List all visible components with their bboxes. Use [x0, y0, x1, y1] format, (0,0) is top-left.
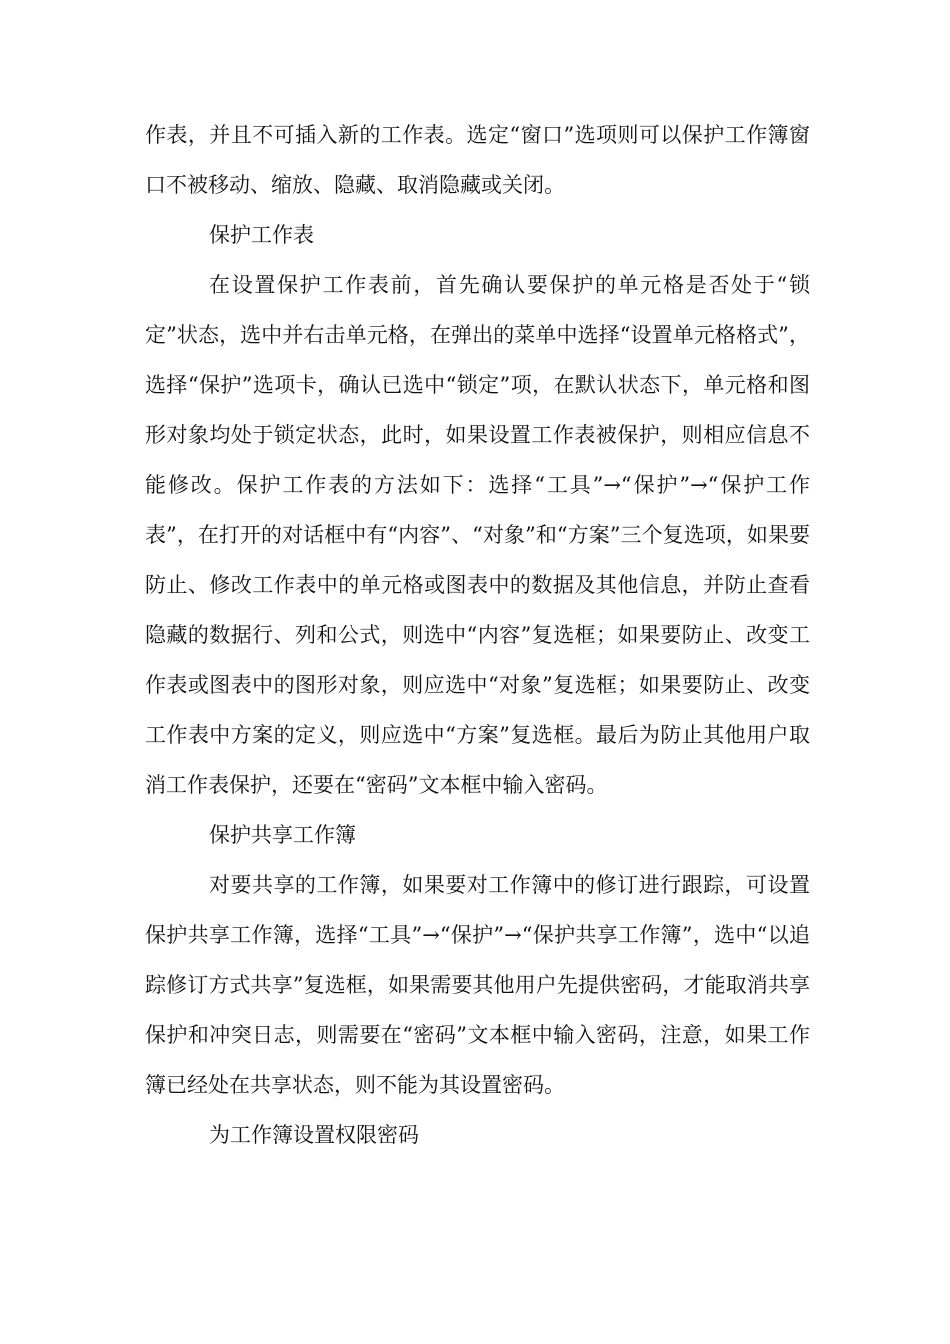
- paragraph-protect-shared-workbook: 对要共享的工作簿，如果要对工作簿中的修订进行跟踪，可设置保护共享工作簿，选择“工具”→“保护”→“保护共享工作簿”，选中“以追踪修订方式共享”复选框，如果需要其他用户先提供密码，才能取消共享保护和冲突日志，则需要在“密码”文本框中输入密码，注意，如果工作簿已经处在共享状态，则不能为其设置密码。: [145, 873, 810, 1097]
- section-heading-workbook-password: 为工作簿设置权限密码: [209, 1123, 419, 1147]
- section-heading-protect-worksheet: 保护工作表: [209, 223, 314, 247]
- section-heading-protect-shared-workbook: 保护共享工作簿: [209, 823, 356, 847]
- document-body: [145, 110, 810, 1160]
- paragraph-continuation: 作表，并且不可插入新的工作表。选定“窗口”选项则可以保护工作簿窗口不被移动、缩放、隐藏、取消隐藏或关闭。: [145, 123, 810, 197]
- paragraph-protect-worksheet: 在设置保护工作表前，首先确认要保护的单元格是否处于“锁定”状态，选中并右击单元格，在弹出的菜单中选择“设置单元格格式”，选择“保护”选项卡，确认已选中“锁定”项，在默认状态下，单元格和图形对象均处于锁定状态，此时，如果设置工作表被保护，则相应信息不能修改。保护工作表的方法如下：选择“工具”→“保护”→“保护工作表”，在打开的对话框中有“内容”、“对象”和“方案”三个复选项，如果要防止、修改工作表中的单元格或图表中的数据及其他信息，并防止查看隐藏的数据行、列和公式，则选中“内容”复选框；如果要防止、改变工作表或图表中的图形对象，则应选中“对象”复选框；如果要防止、改变工作表中方案的定义，则应选中“方案”复选框。最后为防止其他用户取消工作表保护，还要在“密码”文本框中输入密码。: [145, 273, 810, 797]
